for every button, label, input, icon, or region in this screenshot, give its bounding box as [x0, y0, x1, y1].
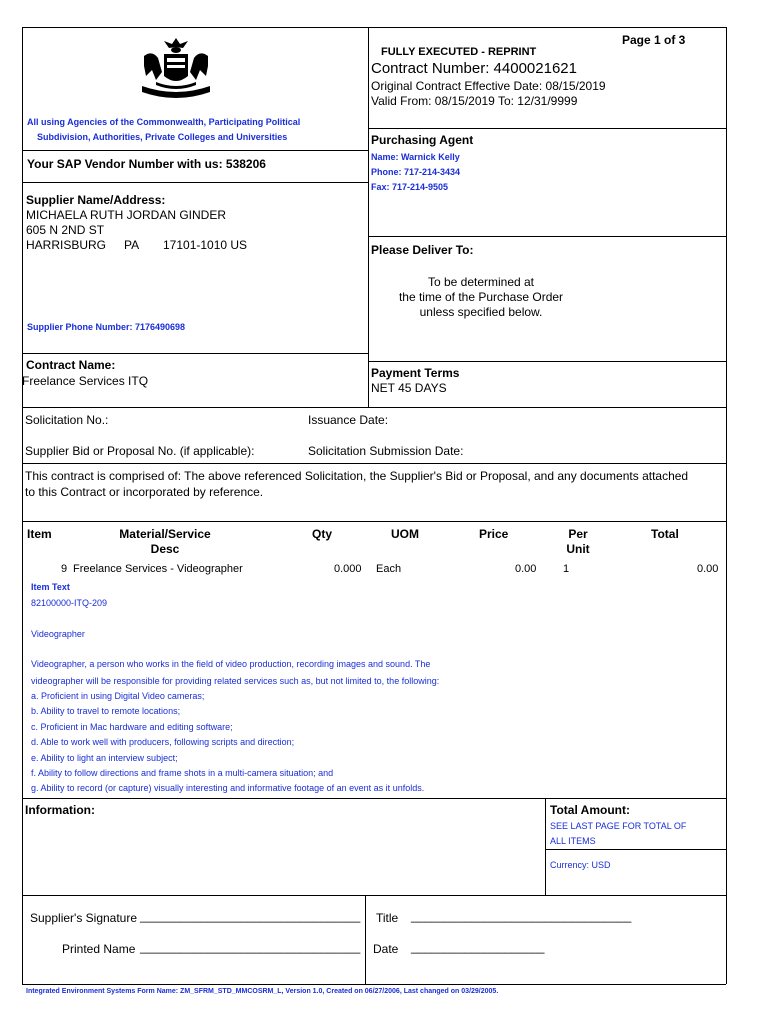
- information-heading: Information:: [25, 803, 95, 817]
- deliver-line-3: unless specified below.: [419, 305, 543, 319]
- row-total: 0.00: [697, 563, 719, 575]
- line-full-3: [22, 521, 726, 522]
- agencies-line-2: Subdivision, Authorities, Private Colleges and Universities: [37, 132, 288, 142]
- supplier-phone: Supplier Phone Number: 7176490698: [27, 322, 186, 332]
- row-desc: Freelance Services - Videographer: [73, 563, 243, 575]
- divider-lower: [545, 798, 546, 895]
- contract-number: Contract Number: 4400021621: [371, 60, 577, 77]
- border-right: [726, 27, 727, 984]
- line-left-2: [22, 182, 368, 183]
- title-field[interactable]: _________________________________: [411, 909, 632, 923]
- page-indicator: Page 1 of 3: [622, 33, 686, 47]
- item-text-heading: Item Text: [31, 582, 70, 592]
- line-full-2: [22, 463, 726, 464]
- item-text-line: f. Ability to follow directions and frame shots in a multi-camera situation; and: [31, 768, 334, 778]
- col-qty: Qty: [312, 527, 333, 541]
- col-per-line-1: Per: [568, 527, 588, 541]
- row-item: 9: [61, 563, 68, 575]
- col-desc-line-2: Desc: [150, 542, 180, 556]
- col-total: Total: [651, 527, 679, 541]
- item-text-line: g. Ability to record (or capture) visually interesting and informative footage of an event as it unfolds.: [31, 783, 425, 793]
- supplier-name: MICHAELA RUTH JORDAN GINDER: [26, 208, 227, 222]
- total-amount-heading: Total Amount:: [550, 803, 630, 817]
- supplier-street: 605 N 2ND ST: [26, 223, 105, 237]
- row-uom: Each: [376, 563, 402, 575]
- agent-name: Name: Warnick Kelly: [371, 152, 460, 162]
- payment-terms-value: NET 45 DAYS: [371, 381, 447, 395]
- contract-name-value: Freelance Services ITQ: [22, 374, 149, 388]
- issuance-date: Issuance Date:: [308, 413, 389, 427]
- document-status: FULLY EXECUTED - REPRINT: [381, 46, 537, 58]
- line-right-3: [368, 361, 726, 362]
- deliver-line-2: the time of the Purchase Order: [398, 290, 564, 304]
- line-right-2: [368, 236, 726, 237]
- agent-fax: Fax: 717-214-9505: [371, 182, 449, 192]
- printed-name-field[interactable]: _________________________________: [140, 940, 361, 954]
- item-text-line: b. Ability to travel to remote locations;: [31, 706, 181, 716]
- supplier-city: HARRISBURG: [26, 238, 107, 252]
- payment-terms-heading: Payment Terms: [371, 366, 460, 380]
- purchasing-agent-heading: Purchasing Agent: [371, 133, 474, 147]
- item-text-title: Videographer: [31, 629, 85, 639]
- title-label: Title: [376, 911, 399, 925]
- border-top: [22, 27, 726, 28]
- date-label: Date: [373, 942, 399, 956]
- item-text-line: d. Able to work well with producers, following scripts and direction;: [31, 737, 295, 747]
- row-qty: 0.000: [334, 563, 362, 575]
- row-price: 0.00: [515, 563, 537, 575]
- item-text-line: a. Proficient in using Digital Video cameras;: [31, 691, 205, 701]
- row-per-unit: 1: [563, 563, 570, 575]
- col-uom: UOM: [391, 527, 419, 541]
- effective-date: Original Contract Effective Date: 08/15/2019: [371, 79, 606, 93]
- divider-signature: [365, 895, 366, 984]
- bid-no: Supplier Bid or Proposal No. (if applicable):: [25, 444, 255, 458]
- agent-phone: Phone: 717-214-3434: [371, 167, 461, 177]
- form-footer: Integrated Environment Systems Form Name: ZM_SFRM_STD_MMCOSRM_L, Version 1.0, Created on 06/27/2006, Last changed on 03/29/2005.: [26, 988, 499, 995]
- line-full-1: [22, 407, 726, 408]
- total-amount-line-1: SEE LAST PAGE FOR TOTAL OF: [550, 821, 687, 831]
- line-right-1: [368, 128, 726, 129]
- col-item: Item: [27, 527, 52, 541]
- line-full-5: [22, 895, 726, 896]
- col-per-line-2: Unit: [566, 542, 590, 556]
- item-text-line: Videographer, a person who works in the field of video production, recording images and sound. The: [31, 659, 431, 669]
- supplier-heading: Supplier Name/Address:: [26, 193, 166, 207]
- date-field[interactable]: ____________________: [411, 940, 545, 954]
- divider-upper: [368, 27, 369, 407]
- deliver-heading: Please Deliver To:: [371, 243, 474, 257]
- supplier-signature-field[interactable]: _________________________________: [140, 909, 361, 923]
- deliver-line-1: To be determined at: [427, 275, 535, 289]
- item-text-code: 82100000-ITQ-209: [31, 598, 108, 608]
- border-left: [22, 27, 23, 984]
- item-text-line: videographer will be responsible for providing related services such as, but not limited to, the following:: [31, 676, 440, 686]
- state-seal-icon: [136, 36, 216, 106]
- comprised-line-2: to this Contract or incorporated by reference.: [25, 485, 264, 499]
- item-text-line: c. Proficient in Mac hardware and editing software;: [31, 722, 233, 732]
- valid-range: Valid From: 08/15/2019 To: 12/31/9999: [371, 94, 578, 108]
- line-left-1: [22, 150, 368, 151]
- line-total-1: [545, 849, 726, 850]
- col-price: Price: [479, 527, 509, 541]
- border-bottom: [22, 984, 726, 985]
- supplier-state: PA: [124, 238, 140, 252]
- vendor-number: Your SAP Vendor Number with us: 538206: [27, 157, 266, 171]
- col-desc-line-1: Material/Service: [119, 527, 211, 541]
- line-left-3: [22, 353, 368, 354]
- currency: Currency: USD: [550, 860, 611, 870]
- supplier-signature-label: Supplier's Signature: [30, 911, 138, 925]
- total-amount-line-2: ALL ITEMS: [550, 836, 596, 846]
- comprised-line-1: This contract is comprised of: The above referenced Solicitation, the Supplier's Bid or Proposal, and any documents attached: [25, 469, 689, 483]
- line-full-4: [22, 798, 726, 799]
- agencies-line-1: All using Agencies of the Commonwealth, Participating Political: [27, 117, 301, 127]
- solicitation-no: Solicitation No.:: [25, 413, 109, 427]
- printed-name-label: Printed Name: [62, 942, 136, 956]
- supplier-zip: 17101-1010 US: [163, 238, 248, 252]
- contract-name-heading: Contract Name:: [26, 358, 116, 372]
- item-text-line: e. Ability to light an interview subject;: [31, 753, 178, 763]
- submission-date: Solicitation Submission Date:: [308, 444, 464, 458]
